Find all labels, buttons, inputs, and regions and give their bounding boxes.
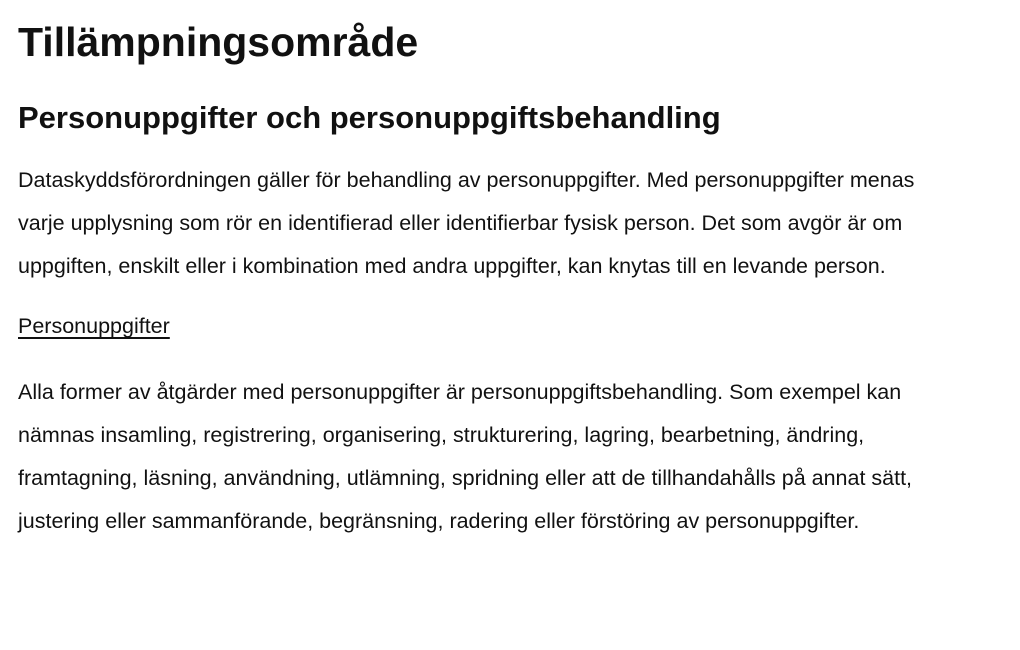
personuppgifter-link[interactable]: Personuppgifter [18,314,170,339]
intro-paragraph: Dataskyddsförordningen gäller för behandling av personuppgifter. Med personuppgifter menas varje upplysning som rör en identifierad eller identifierbar fysisk person. Det som avgör är om uppgiften, enskilt eller i kombination med andra uppgifter, kan knytas till en levande person. [18,168,915,278]
link-row [18,306,958,349]
section-heading: Personuppgifter och personuppgiftsbehandling [18,100,721,135]
page-title: Tillämpningsområde [18,19,419,65]
processing-paragraph: Alla former av åtgärder med personuppgifter är personuppgiftsbehandling. Som exempel kan nämnas insamling, registrering, organisering, strukturering, lagring, bearbetning, ändring, framtagning, läsning, användning, utlämning, spridning eller att de tillhandahålls på annat sätt, justering eller sammanförande, begränsning, radering eller förstöring av personuppgifter. [18,380,913,533]
